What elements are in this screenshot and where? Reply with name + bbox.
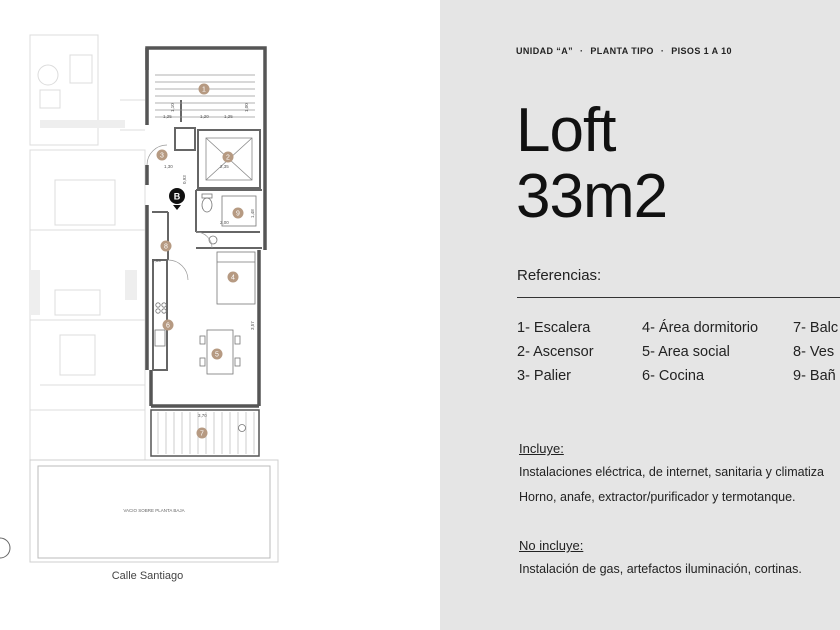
- room-number-4: 4: [231, 274, 235, 282]
- area-title: 33m2: [516, 162, 668, 231]
- reference-item: 5- Area social: [642, 344, 730, 360]
- void-label: VACIO SOBRE PLANTA BAJA: [123, 508, 185, 513]
- reference-item: 3- Palier: [517, 368, 571, 384]
- floors-label: PISOS 1 A 10: [671, 46, 732, 56]
- includes-line: Instalaciones eléctrica, de internet, sanitaria y climatiza: [519, 465, 825, 479]
- unit-walls: [147, 48, 265, 406]
- unit-label: UNIDAD “A”: [516, 46, 573, 56]
- neighbor-unit-outline: [30, 35, 145, 460]
- references-divider: [517, 297, 840, 298]
- includes-title: Incluye:: [519, 441, 564, 456]
- not-included-line: Instalación de gas, artefactos iluminación, cortinas.: [519, 562, 802, 576]
- room-number-5: 5: [215, 351, 219, 359]
- dimension-label: 2,35: [220, 164, 229, 169]
- dimension-label: 0,93: [182, 175, 187, 184]
- dimension-label: 1,25: [224, 114, 233, 119]
- bathroom-fixtures: [202, 194, 256, 244]
- room-number-7: 7: [200, 430, 204, 438]
- dimension-label: 1,30: [164, 164, 173, 169]
- dimension-label: 0,85: [152, 258, 161, 263]
- dimension-label: 2,00: [220, 220, 229, 225]
- not-included-title: No incluye:: [519, 538, 584, 553]
- info-panel: [440, 0, 840, 630]
- header-line: UNIDAD “A” · PLANTA TIPO · PISOS 1 A 10: [516, 46, 732, 56]
- reference-item: 8- Ves: [793, 344, 835, 360]
- references-column-1: [517, 316, 594, 388]
- compass-icon: [0, 538, 10, 558]
- reference-item: 7- Balc: [793, 320, 839, 336]
- dimension-label: 1,00: [244, 103, 249, 112]
- reference-item: 4- Área dormitorio: [642, 320, 759, 336]
- dimension-label: 3,70: [198, 413, 207, 418]
- references-column-3: [793, 316, 838, 388]
- references-title: Referencias:: [517, 267, 602, 284]
- unit-marker: [169, 188, 185, 210]
- furniture: [200, 252, 255, 374]
- reference-item: 1- Escalera: [517, 320, 591, 336]
- reference-item: 2- Ascensor: [517, 344, 594, 360]
- room-number-8: 8: [164, 243, 168, 251]
- neighbor-unit-furniture: [30, 120, 137, 315]
- includes-line: Horno, anafe, extractor/purificador y termotanque.: [519, 490, 796, 504]
- references-column-2: [642, 316, 758, 388]
- dimension-label: 1,25: [163, 114, 172, 119]
- reference-item: 6- Cocina: [642, 368, 705, 384]
- room-number-6: 6: [166, 322, 170, 330]
- dimension-label: 1,20: [200, 114, 209, 119]
- reference-item: 9- Bañ: [793, 368, 836, 384]
- room-number-2: 2: [226, 154, 230, 162]
- room-number-9: 9: [236, 210, 240, 218]
- room-markers: [157, 84, 244, 439]
- unit-marker-letter: B: [173, 191, 181, 202]
- street-label: Calle Santiago: [111, 570, 184, 582]
- room-number-1: 1: [202, 86, 206, 94]
- plan-type-label: PLANTA TIPO: [590, 46, 654, 56]
- dimension-label: 1,10: [170, 103, 175, 112]
- dimension-label: 3,57: [250, 321, 255, 330]
- page-title: Loft: [516, 96, 616, 165]
- dimension-label: 1,48: [250, 209, 255, 218]
- room-number-3: 3: [160, 152, 164, 160]
